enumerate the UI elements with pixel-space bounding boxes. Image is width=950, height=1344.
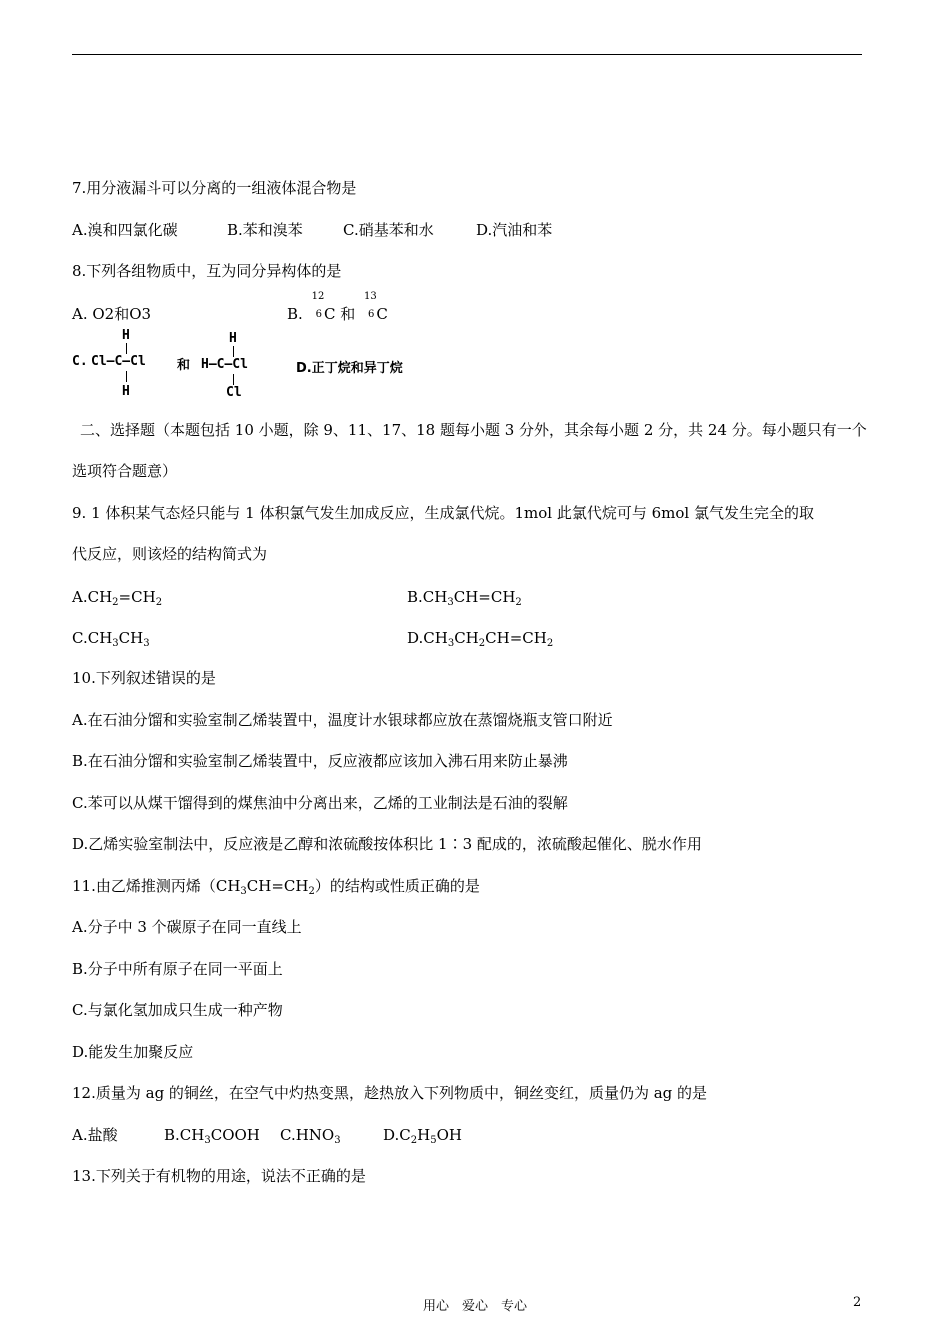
q10-stem: 10.下列叙述错误的是 [72,669,216,687]
q7-option-d: D.汽油和苯 [476,221,553,239]
section2-heading-line2: 选项符合题意） [72,462,178,480]
q9-option-c: $C.CH_3CH_3$ [72,629,150,649]
q12-option-c: $C.HNO_3$ [280,1126,341,1146]
q7-stem: 7.用分液漏斗可以分离的一组液体混合物是 [72,179,357,197]
q8-option-d: D.正丁烷和异丁烷 [296,361,403,376]
molecule2-bond-top [233,346,234,357]
q11-option-b: B.分子中所有原子在同一平面上 [72,960,283,978]
q9-option-b: $B.CH_3CH=CH_2$ [407,588,522,608]
footer-motto: 用心 爱心 专心 [422,1299,527,1314]
molecule1-main-row: Cl—C—Cl [91,354,146,369]
q10-option-c: C.苯可以从煤干馏得到的煤焦油中分离出来，乙烯的工业制法是石油的裂解 [72,794,568,812]
q8-option-b-and: 和 [340,305,356,323]
q8-option-c-structures [72,328,452,400]
page-number: 2 [853,1295,862,1310]
q9-option-d: $D.CH_3CH_2CH=CH_2$ [407,629,554,649]
molecule1-bond-bottom [126,371,127,382]
section2-heading-line1: 二、选择题（本题包括 10 小题，除 9、11、17、18 题每小题 3 分外，其余每小题 2 分，共 24 分。每小题只有一个 [80,421,867,439]
q9-stem-line2: 代反应，则该烃的结构简式为 [72,545,268,563]
q8-option-c-and: 和 [177,358,191,373]
q12-option-a: A.盐酸 [72,1126,118,1144]
q10-option-a: A.在石油分馏和实验室制乙烯装置中，温度计水银球都应放在蒸馏烧瓶支管口附近 [72,711,613,729]
q10-option-b: B.在石油分馏和实验室制乙烯装置中，反应液都应该加入沸石用来防止暴沸 [72,752,568,770]
molecule1-bottom-h: H [122,384,130,399]
molecule1-top-h: H [122,328,130,343]
q11-option-c: C.与氯化氢加成只生成一种产物 [72,1001,283,1019]
q12-stem: 12.质量为 ag 的铜丝，在空气中灼热变黑，趁热放入下列物质中，铜丝变红，质量仍为 ag 的是 [72,1084,708,1102]
q8-option-b-label: B. [287,305,303,323]
molecule2-main-row: H—C—Cl [201,357,248,372]
q8-option-c-label: C. [72,354,88,369]
q9-option-a: $A.CH_2=CH_2$ [72,588,163,608]
molecule2-top-h: H [229,331,237,346]
q11-option-d: D.能发生加聚反应 [72,1043,194,1061]
q7-option-c: C.硝基苯和水 [343,221,434,239]
q8-stem: 8.下列各组物质中，互为同分异构体的是 [72,262,342,280]
q12-option-b: $B.CH_3COOH$ [164,1126,260,1146]
q11-option-a: A.分子中 3 个碳原子在同一直线上 [72,918,302,936]
q12-option-d: $D.C_2H_5OH$ [383,1126,462,1146]
molecule1-bond-top [126,343,127,354]
molecule2-bottom-cl: Cl [226,385,242,400]
q8-option-a: A. O2和O3 [72,305,152,323]
q9-stem-line1: 9. 1 体积某气态烃只能与 1 体积氯气发生加成反应，生成氯代烷。1mol 此氯代烷可与 6mol 氯气发生完全的取 [72,504,814,522]
q13-stem: 13.下列关于有机物的用途，说法不正确的是 [72,1167,366,1185]
isotope-c12: 12 6 C [311,291,336,323]
header-rule [72,54,862,55]
molecule2-bond-bottom [233,374,234,385]
q8-option-b [287,291,388,325]
q7-option-b: B.苯和溴苯 [227,221,303,239]
isotope-c13: 13 6 C [364,291,388,323]
q11-stem: 11.由乙烯推测丙烯$(CH_3CH=CH_2)$的结构或性质正确的是 [72,877,480,897]
q10-option-d: D.乙烯实验室制法中，反应液是乙醇和浓硫酸按体积比 1∶3 配成的，浓硫酸起催化、脱水作用 [72,835,702,853]
q7-option-a: A.溴和四氯化碳 [72,221,178,239]
